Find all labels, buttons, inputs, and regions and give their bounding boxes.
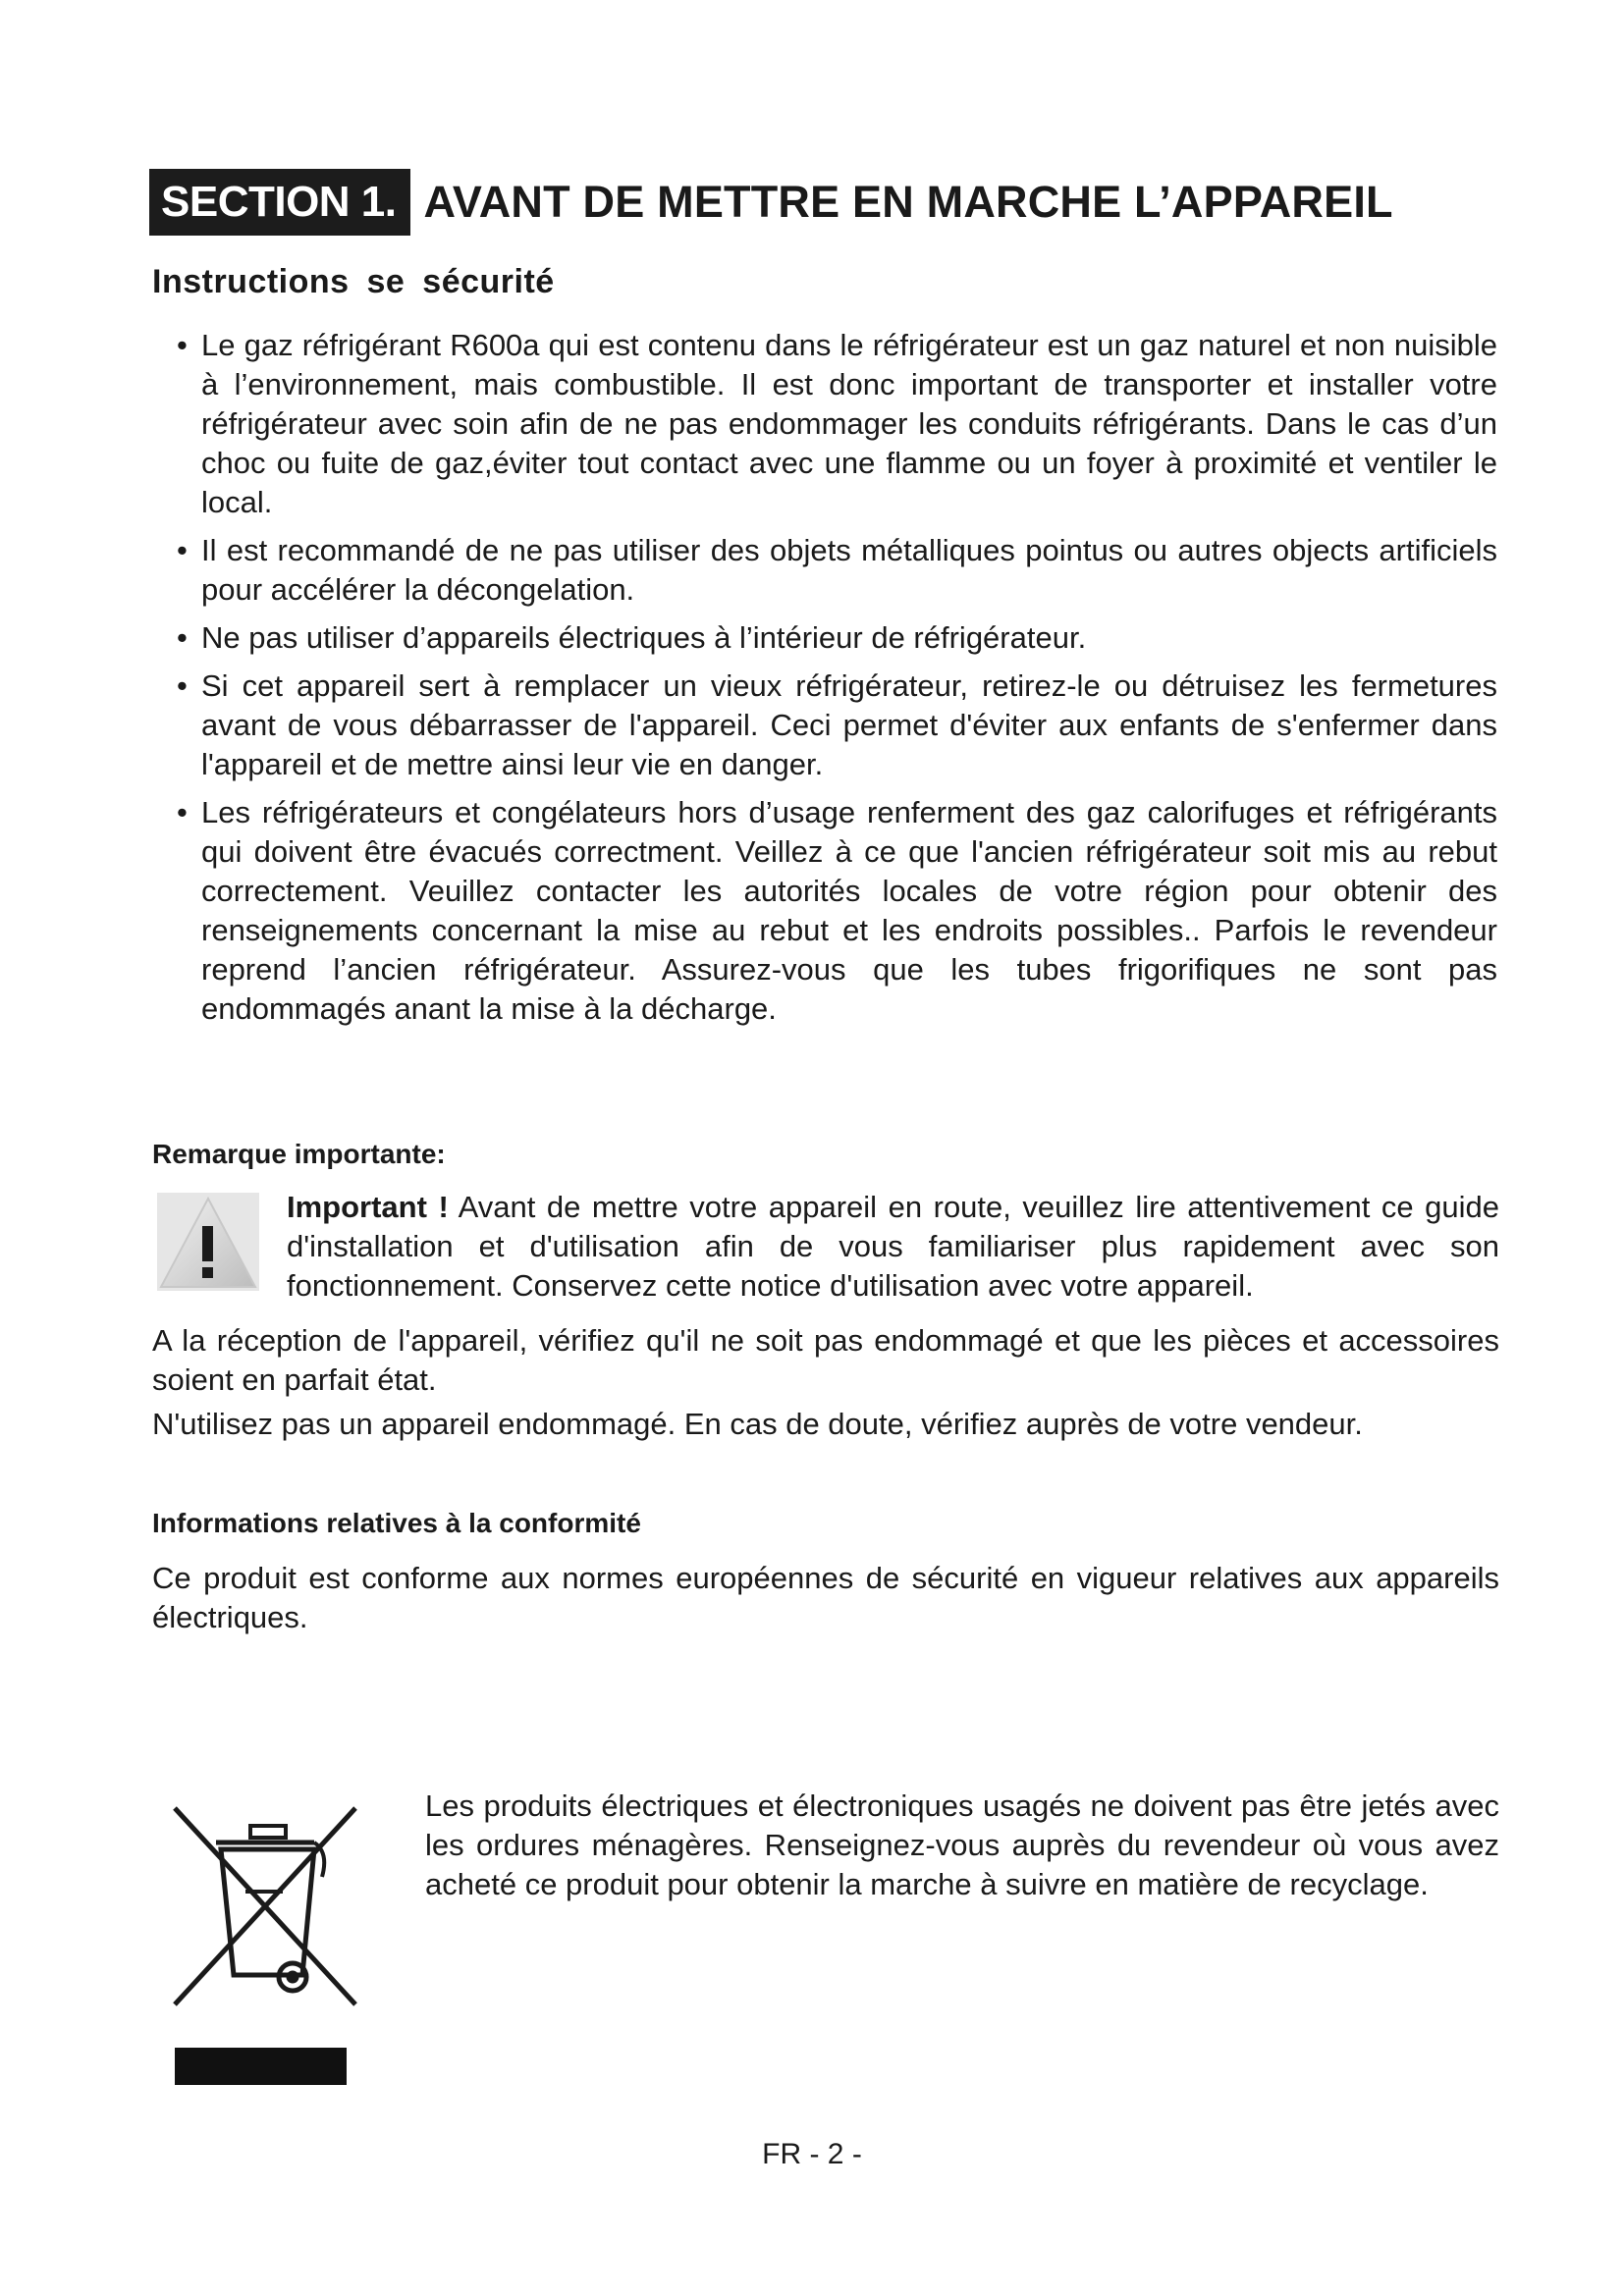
section-title: AVANT DE METTRE EN MARCHE L’APPAREIL <box>423 177 1393 227</box>
bullet-marker: • <box>177 620 188 655</box>
important-remark-heading: Remarque importante: <box>152 1139 446 1169</box>
bullet-text: Il est recommandé de ne pas utiliser des objets métalliques pointus ou autres objects artificiels pour accélérer la décongelation. <box>201 533 1497 607</box>
important-notice <box>287 1188 1499 1306</box>
page-number: FR - 2 - <box>762 2138 862 2170</box>
conformity-heading: Informations relatives à la conformité <box>152 1508 641 1538</box>
damaged-appliance-paragraph: N'utilisez pas un appareil endommagé. En cas de doute, vérifiez auprès de votre vendeur. <box>152 1407 1363 1441</box>
list-item <box>177 618 1497 658</box>
section-label: SECTION 1. <box>149 169 410 236</box>
list-item <box>177 667 1497 784</box>
bullet-marker: • <box>177 533 188 567</box>
reception-paragraph: A la réception de l'appareil, vérifiez qu'il ne soit pas endommagé et que les pièces et accessoires soient en parfait état. <box>152 1323 1499 1397</box>
section-header <box>149 169 1393 236</box>
bullet-text: Le gaz réfrigérant R600a qui est contenu dans le réfrigérateur est un gaz naturel et non nuisible à l’environnement, mais combustible. Il est donc important de transporter et installer votre réfrigérateur avec soin afin de ne pas endommager les conduits réfrigérants. Dans le cas d’un choc ou fuite de gaz,éviter tout contact avec une flamme ou un foyer à proximité et ventiler le local. <box>201 328 1497 519</box>
bullet-text: Si cet appareil sert à remplacer un vieux réfrigérateur, retirez-le ou détruisez les fermetures avant de vous débarrasser de l'appareil. Ceci permet d'éviter aux enfants de s'enfermer dans l'appareil et de mettre ainsi leur vie en danger. <box>201 668 1497 781</box>
bullet-marker: • <box>177 668 188 703</box>
important-label: Important ! <box>287 1190 449 1224</box>
bullet-text: Ne pas utiliser d’appareils électriques à l’intérieur de réfrigérateur. <box>201 620 1087 655</box>
recycling-paragraph: Les produits électriques et électroniques usagés ne doivent pas être jetés avec les ordures ménagères. Renseignez-vous auprès du revendeur où vous avez acheté ce produit pour obtenir la marche à suivre en matière de recyclage. <box>425 1789 1499 1901</box>
safety-instructions-heading: Instructions se sécurité <box>152 263 555 300</box>
list-item <box>177 793 1497 1029</box>
list-item <box>177 531 1497 610</box>
safety-bullet-list <box>177 326 1497 1038</box>
warning-icon <box>157 1193 259 1291</box>
conformity-paragraph: Ce produit est conforme aux normes européennes de sécurité en vigueur relatives aux appareils électriques. <box>152 1561 1499 1634</box>
important-text: Avant de mettre votre appareil en route, veuillez lire attentivement ce guide d'installation et d'utilisation afin de vous familiariser plus rapidement avec son fonctionnement. Conservez cette notice d'utilisation avec votre appareil. <box>287 1190 1499 1303</box>
bullet-marker: • <box>177 328 188 362</box>
list-item <box>177 326 1497 522</box>
weee-black-bar <box>175 2048 347 2085</box>
crossed-out-bin-icon <box>167 1798 363 2014</box>
bullet-marker: • <box>177 795 188 829</box>
bullet-text: Les réfrigérateurs et congélateurs hors d’usage renferment des gaz calorifuges et réfrigérants qui doivent être évacués correctment. Veillez à ce que l'ancien réfrigérateur soit mis au rebut correctement. Veuillez contacter les autorités locales de votre région pour obtenir des renseignements concernant la mise au rebut et les endroits possibles.. Parfois le revendeur reprend l’ancien réfrigérateur. Assurez-vous que les tubes frigorifiques ne sont pas endommagés anant la mise à la décharge. <box>201 795 1497 1026</box>
